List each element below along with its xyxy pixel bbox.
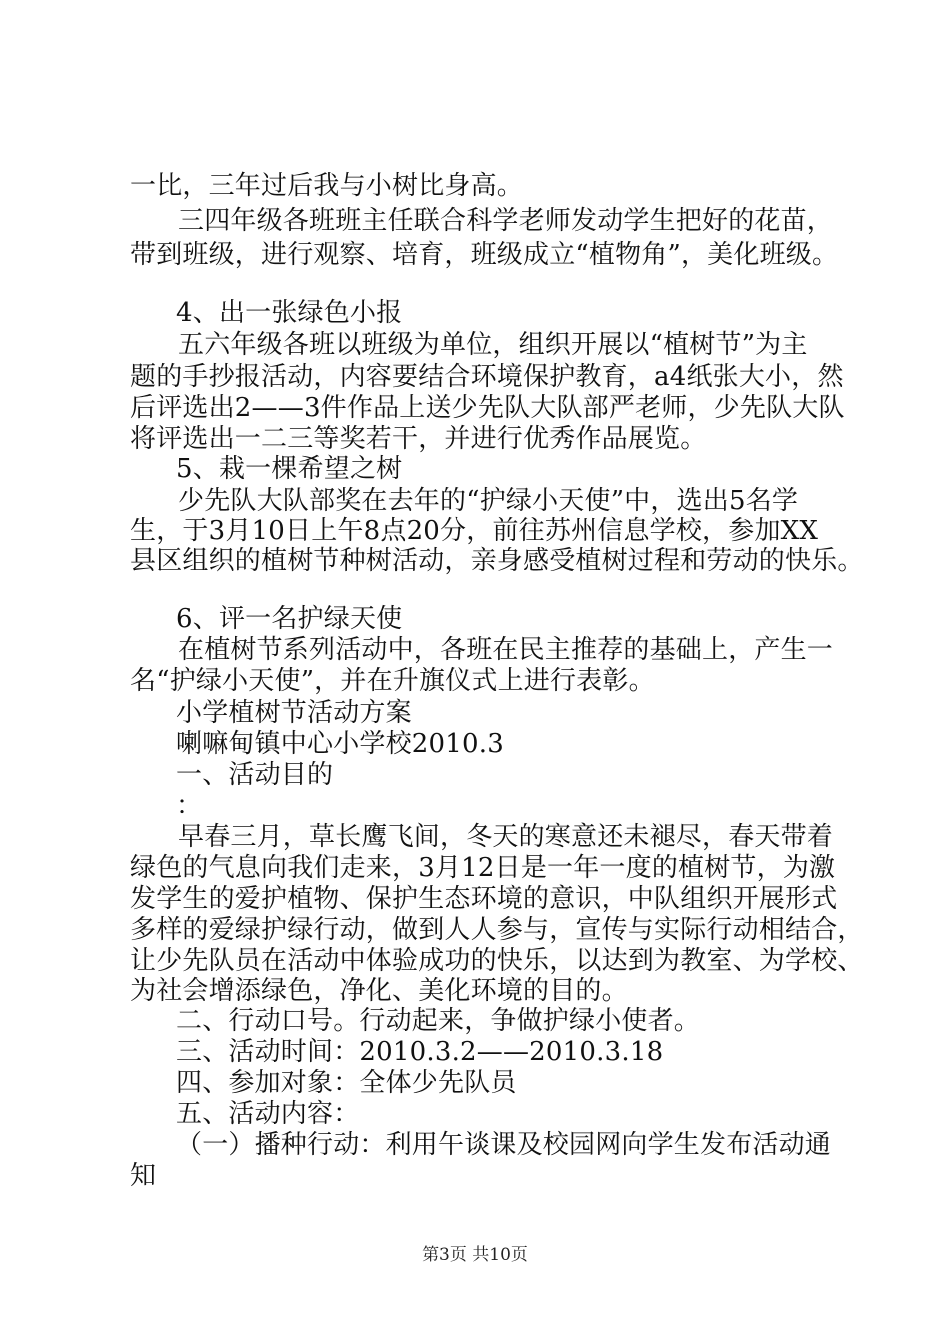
text-line: 五六年级各班以班级为单位，组织开展以“植树节”为主 [178, 330, 808, 360]
section-heading: 5、栽一棵希望之树 [176, 454, 403, 484]
text-line: （一）播种行动：利用午谈课及校园网向学生发布活动通 [176, 1130, 832, 1160]
section-heading: 五、活动内容： [176, 1099, 360, 1129]
school-date-line: 喇嘛甸镇中心小学校2010.3 [176, 729, 504, 759]
text-line: 让少先队员在活动中体验成功的快乐，以达到为教室、为学校、 [130, 946, 864, 976]
text-line: 题的手抄报活动，内容要结合环境保护教育，a4纸张大小，然 [130, 362, 844, 392]
text-line: 知 [130, 1161, 157, 1191]
text-line: 生，于3月10日上午8点20分，前往苏州信息学校，参加XX [130, 516, 819, 546]
text-line: 名“护绿小天使”，并在升旗仪式上进行表彰。 [130, 666, 655, 696]
text-line: 一比，三年过后我与小树比身高。 [130, 171, 524, 201]
text-line: 多样的爱绿护绿行动，做到人人参与，宣传与实际行动相结合， [130, 915, 864, 945]
text-line: 为社会增添绿色，净化、美化环境的目的。 [130, 976, 628, 1006]
section-heading: 四、参加对象：全体少先队员 [176, 1068, 517, 1098]
text-line: 三四年级各班班主任联合科学老师发动学生把好的花苗， [178, 206, 834, 236]
text-line: 带到班级，进行观察、培育，班级成立“植物角”，美化班级。 [130, 240, 839, 270]
text-line: 将评选出一二三等奖若干，并进行优秀作品展览。 [130, 424, 707, 454]
section-heading: 一、活动目的 [176, 760, 334, 790]
text-line: 绿色的气息向我们走来，3月12日是一年一度的植树节，为激 [130, 853, 836, 883]
text-line: 早春三月，草长鹰飞间，冬天的寒意还未褪尽，春天带着 [178, 822, 834, 852]
text-line: 县区组织的植树节种树活动，亲身感受植树过程和劳动的快乐。 [130, 546, 864, 576]
text-line: 少先队大队部奖在去年的“护绿小天使”中，选出5名学 [178, 486, 799, 516]
document-title: 小学植树节活动方案 [176, 698, 412, 728]
section-heading: 4、出一张绿色小报 [176, 298, 403, 328]
section-heading: 三、活动时间：2010.3.2——2010.3.18 [176, 1037, 664, 1067]
section-heading: 6、评一名护绿天使 [176, 604, 403, 634]
page-number-footer: 第3页 共10页 [422, 1245, 528, 1265]
text-line: 后评选出2——3件作品上送少先队大队部严老师，少先队大队 [130, 393, 845, 423]
section-heading: 二、行动口号。行动起来，争做护绿小使者。 [176, 1006, 701, 1036]
text-line: ： [176, 791, 203, 821]
text-line: 发学生的爱护植物、保护生态环境的意识，中队组织开展形式 [130, 884, 838, 914]
text-line: 在植树节系列活动中，各班在民主推荐的基础上，产生一 [178, 635, 834, 665]
